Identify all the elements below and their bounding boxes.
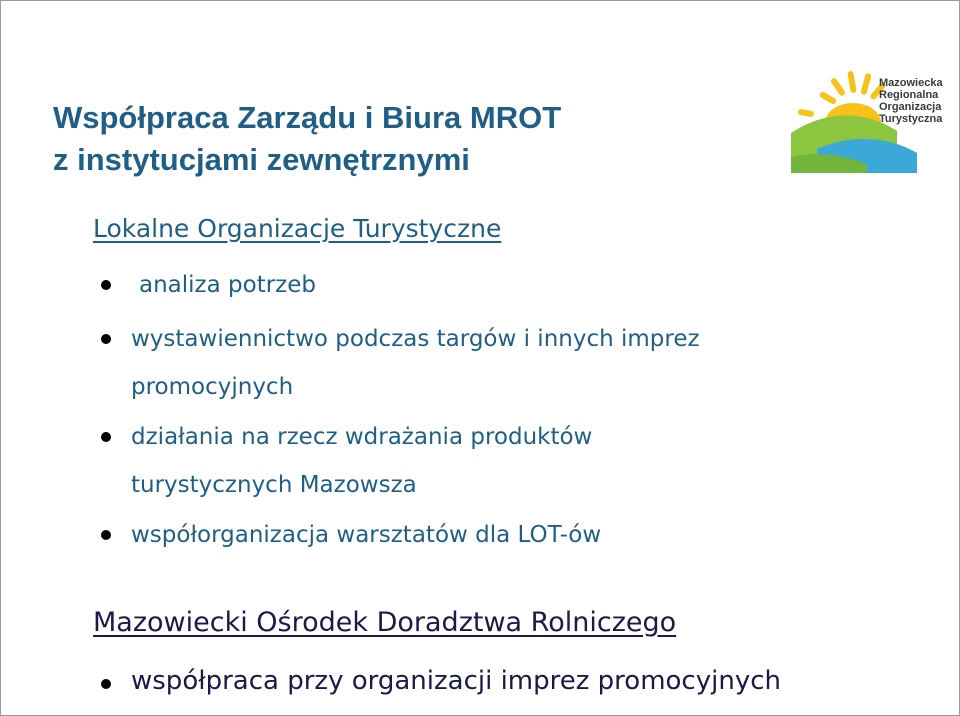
logo-text-line-1: Mazowiecka: [879, 77, 943, 89]
logo-text-line-2: Regionalna: [879, 89, 939, 101]
list-item-text-cont: turystycznych Mazowsza: [131, 472, 417, 498]
list-item-text-cont: promocyjnych: [131, 374, 294, 400]
bullet-icon: [101, 334, 111, 344]
bullet-icon: [101, 280, 111, 290]
slide-title: [53, 97, 561, 181]
bullet-icon: [101, 432, 111, 442]
title-line-1: Współpraca Zarządu i Biura MROT: [53, 100, 562, 135]
logo-text-line-4: Turystyczna: [879, 113, 943, 125]
title-line-2: z instytucjami zewnętrznymi: [53, 142, 470, 177]
logo-text-line-3: Organizacja: [879, 101, 942, 113]
list-item-text: współorganizacja warsztatów dla LOT-ów: [131, 522, 602, 548]
logo-text: [879, 77, 943, 125]
list-item: [101, 657, 781, 705]
bullet-icon: [101, 679, 111, 689]
list-item-text: analiza potrzeb: [139, 272, 316, 298]
list-item-text: działania na rzecz wdrażania produktów: [131, 424, 593, 450]
bullet-icon: [101, 530, 111, 540]
list-item: [101, 261, 316, 309]
section-heading-modr: Mazowiecki Ośrodek Doradztwa Rolniczego: [93, 607, 677, 638]
section-heading-lot: Lokalne Organizacje Turystyczne: [93, 214, 502, 243]
list-item: [101, 511, 601, 559]
list-item: [101, 413, 592, 509]
list-item-text: współpraca przy organizacji imprez promocyjnych: [131, 666, 781, 696]
list-item-text: wystawiennictwo podczas targów i innych imprez: [131, 326, 700, 352]
list-item: [101, 315, 700, 411]
